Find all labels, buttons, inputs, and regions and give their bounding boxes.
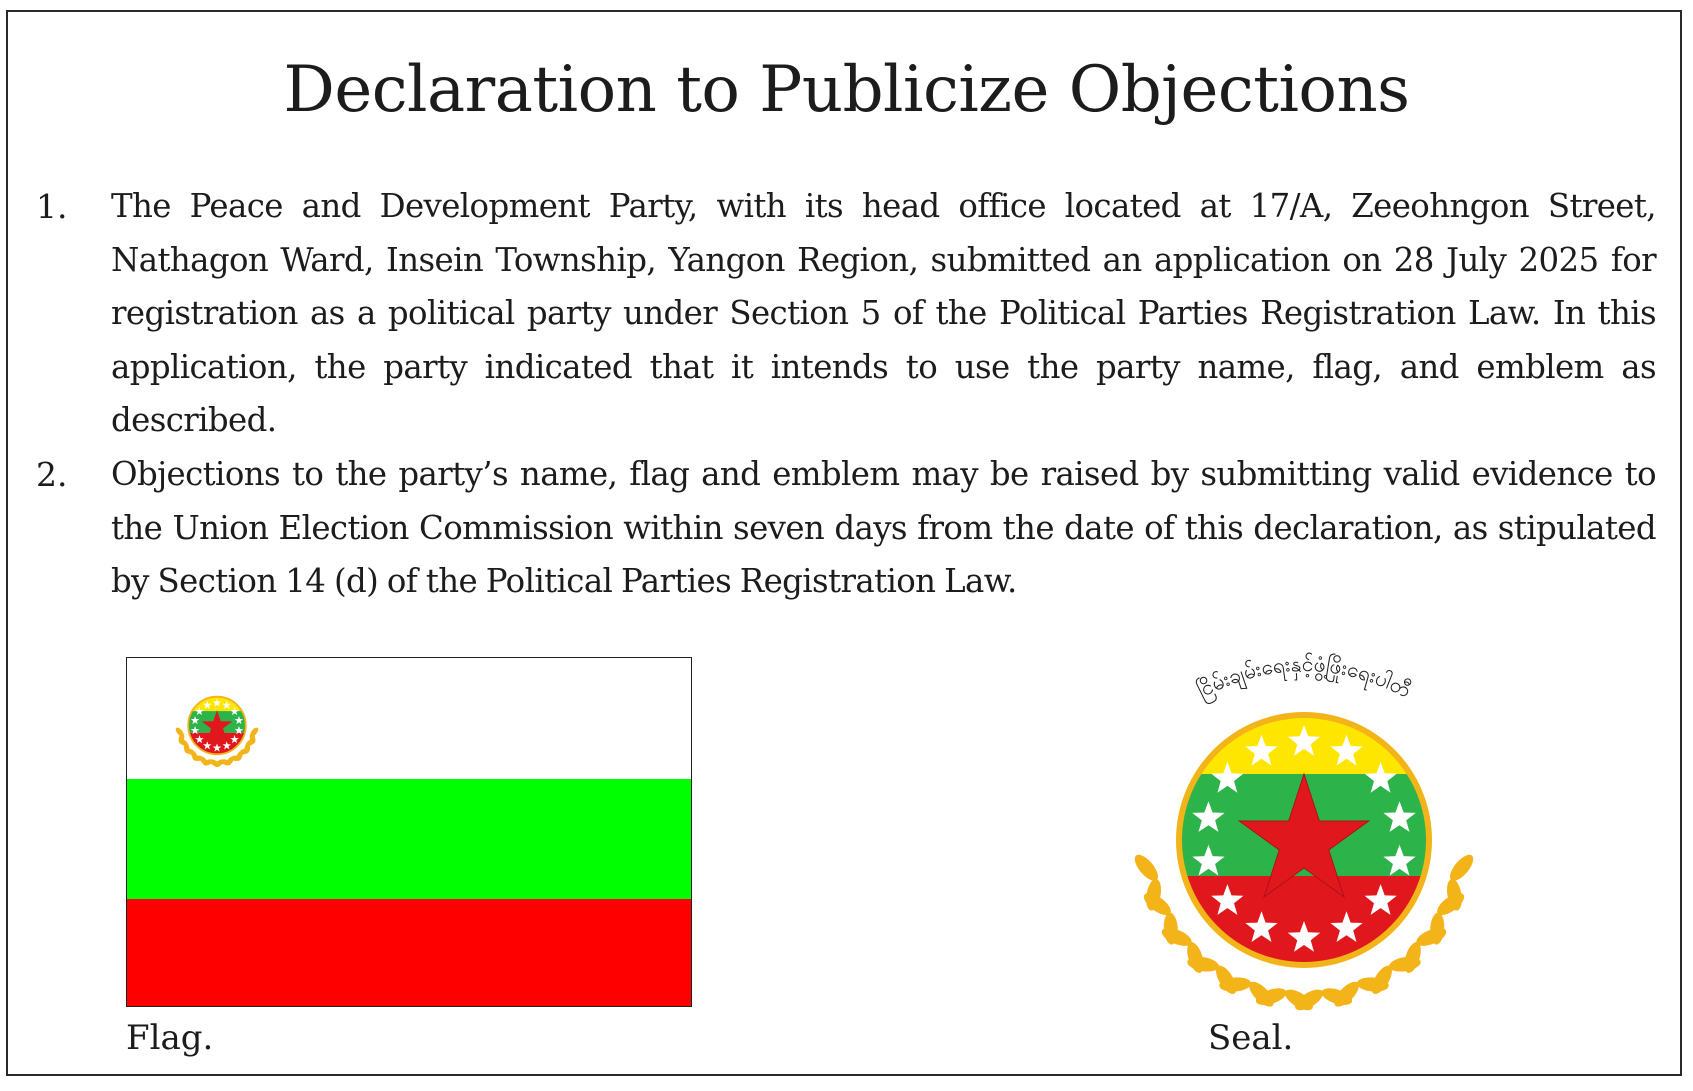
seal-arc-text: ငြိမ်းချမ်းရေးနှင့်ဖွံ့ဖြိုးရေးပါတီ: [1193, 651, 1415, 703]
flag-red-band: [127, 899, 691, 1007]
item-number: 1.: [36, 187, 68, 226]
item-text: Objections to the party’s name, flag and emblem may be raised by submitting valid evidence to the Union Election Commission within seven days from the date of this declaration, as stipulated by Section 14 (d) of the Political Parties Registration Law.: [111, 454, 1656, 601]
numbered-list: [36, 180, 1656, 609]
list-item: [36, 180, 1656, 448]
item-number: 2.: [36, 454, 68, 494]
party-flag: [126, 657, 692, 1007]
document-title: Declaration to Publicize Objections: [283, 53, 1410, 127]
party-seal-emblem: [1118, 650, 1490, 1015]
flag-caption: Flag.: [126, 1018, 214, 1058]
seal-caption: Seal.: [1208, 1018, 1294, 1058]
flag-green-band: [127, 779, 691, 899]
item-text: The Peace and Development Party, with its head office located at 17/A, Zeeohngon Street, Nathagon Ward, Insein Township, Yangon Region, submitted an application on 28 July 2025 for registration as a political party under Section 5 of the Political Parties Registration Law. In this application, the party indicated that it intends to use the party name, flag, and emblem as described.: [111, 187, 1656, 440]
list-item: [36, 448, 1656, 609]
flag-emblem-icon: [163, 685, 271, 775]
laurel-leaf: [231, 756, 242, 761]
